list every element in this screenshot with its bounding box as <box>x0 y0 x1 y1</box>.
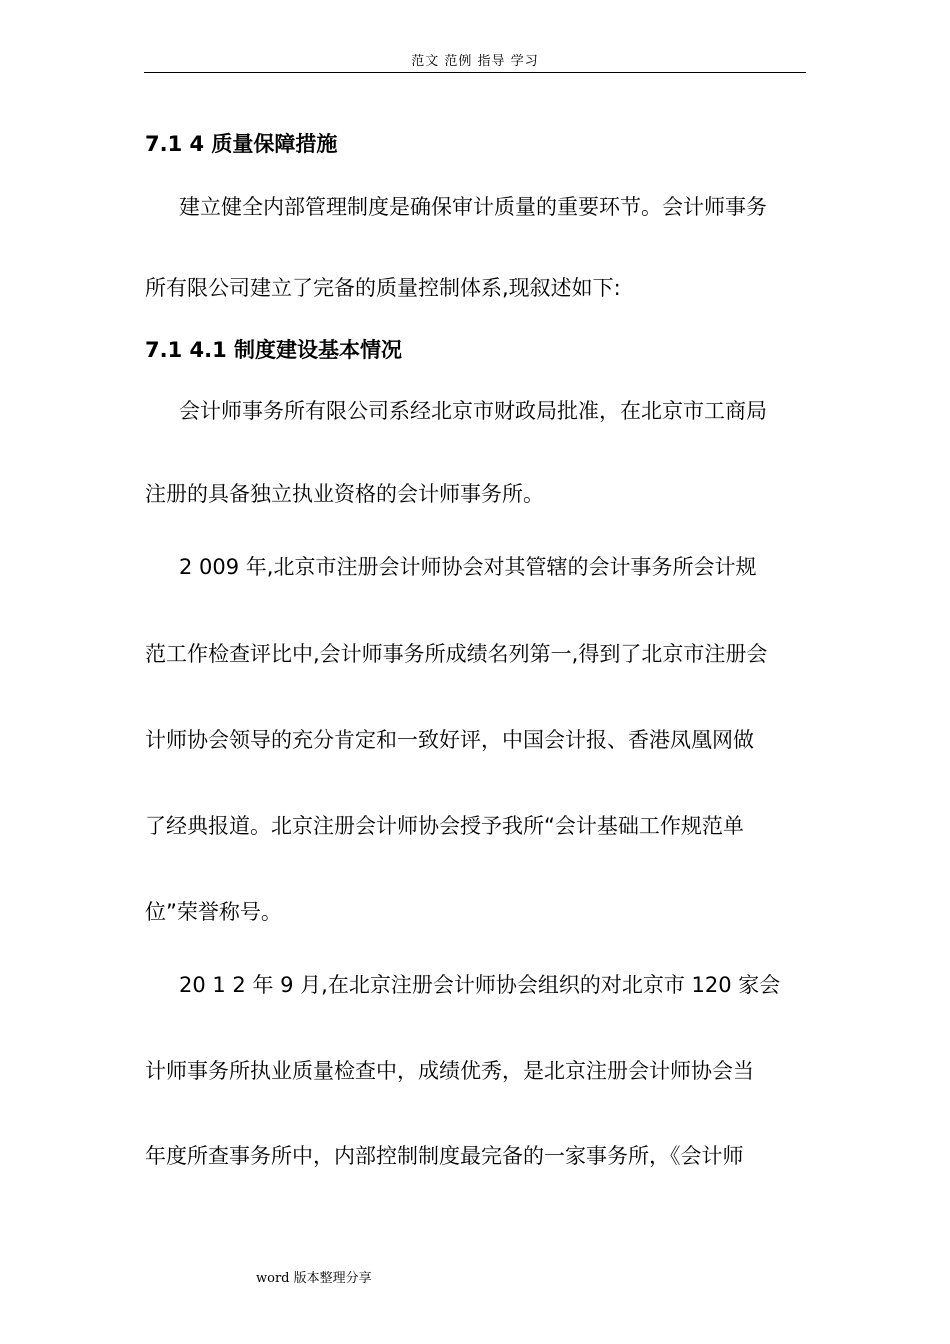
header-rule <box>144 72 806 73</box>
paragraph-line: 位”荣誉称号。 <box>145 900 282 924</box>
page-header-text: 范文 范例 指导 学习 <box>411 54 539 69</box>
paragraph-line: 建立健全内部管理制度是确保审计质量的重要环节。会计师事务 <box>179 195 767 219</box>
paragraph-line: 20 1 2 年 9 月,在北京注册会计师协会组织的对北京市 120 家会 <box>179 973 781 997</box>
paragraph-line: 计师协会领导的充分肯定和一致好评，中国会计报、香港凤凰网做 <box>145 728 754 752</box>
section-heading-7-1-4-1: 7.1 4.1 制度建设基本情况 <box>145 338 403 362</box>
paragraph-line: 计师事务所执业质量检查中，成绩优秀，是北京注册会计师协会当 <box>145 1059 754 1083</box>
paragraph-line: 注册的具备独立执业资格的会计师事务所。 <box>145 482 544 506</box>
section-heading-7-1-4: 7.1 4 质量保障措施 <box>145 132 338 156</box>
paragraph-line: 范工作检查评比中,会计师事务所成绩名列第一,得到了北京市注册会 <box>145 642 768 666</box>
paragraph-line: 2 009 年,北京市注册会计师协会对其管辖的会计事务所会计规 <box>179 555 757 579</box>
paragraph-line: 年度所查事务所中，内部控制制度最完备的一家事务所，《会计师 <box>145 1144 744 1168</box>
paragraph-line: 所有限公司建立了完备的质量控制体系,现叙述如下: <box>145 276 621 300</box>
paragraph-line: 会计师事务所有限公司系经北京市财政局批准，在北京市工商局 <box>179 399 767 423</box>
paragraph-line: 了经典报道。北京注册会计师协会授予我所“会计基础工作规范单 <box>145 814 744 838</box>
page-footer-text: word 版本整理分享 <box>256 1271 372 1286</box>
